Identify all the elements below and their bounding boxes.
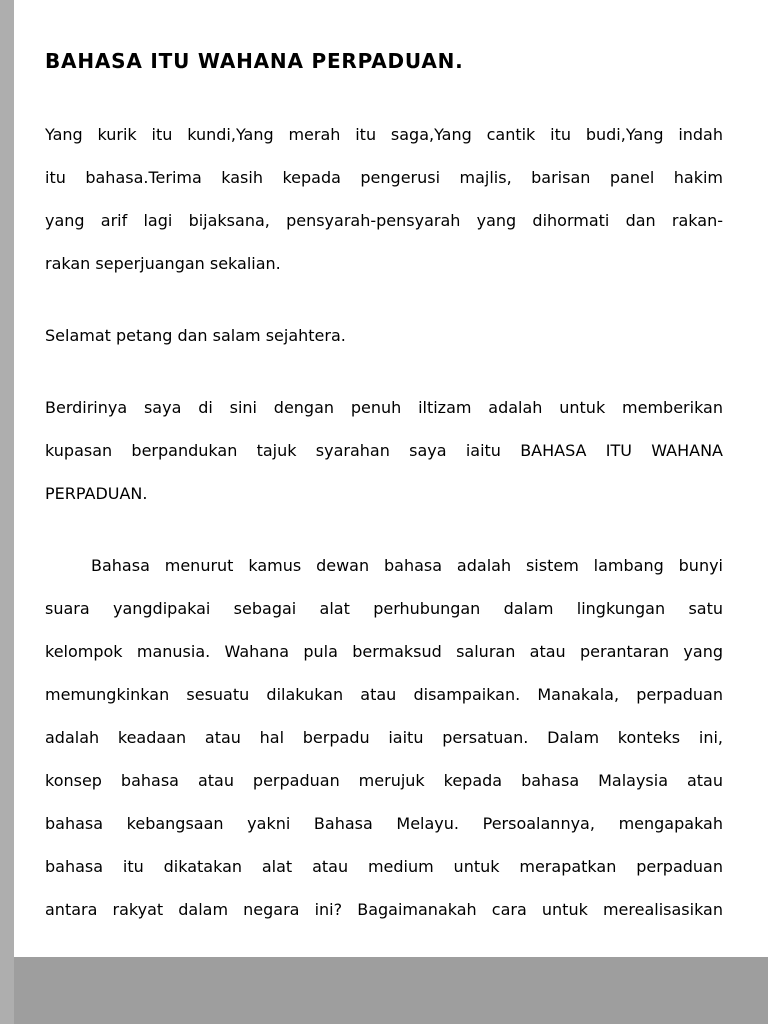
text-line: bahasa itu dikatakan alat atau medium untuk merapatkan perpaduan <box>45 857 723 876</box>
text-line: bahasa kebangsaan yakni Bahasa Melayu. Persoalannya, mengapakah <box>45 814 723 833</box>
left-gutter <box>0 0 14 1024</box>
text-line: Yang kurik itu kundi,Yang merah itu saga,Yang cantik itu budi,Yang indah <box>45 125 723 144</box>
paragraph <box>45 544 723 931</box>
text-line: adalah keadaan atau hal berpadu iaitu persatuan. Dalam konteks ini, <box>45 728 723 747</box>
text-line: yang arif lagi bijaksana, pensyarah-pensyarah yang dihormati dan rakan- <box>45 211 723 230</box>
text-line: Bahasa menurut kamus dewan bahasa adalah sistem lambang bunyi <box>91 556 723 575</box>
paragraph <box>45 386 723 515</box>
text-line: itu bahasa.Terima kasih kepada pengerusi majlis, barisan panel hakim <box>45 168 723 187</box>
paragraph <box>45 314 723 357</box>
bottom-gutter <box>0 957 768 1024</box>
text-line: Berdirinya saya di sini dengan penuh iltizam adalah untuk memberikan <box>45 398 723 417</box>
text-line: Selamat petang dan salam sejahtera. <box>45 326 346 345</box>
text-line: PERPADUAN. <box>45 484 148 503</box>
document-title: BAHASA ITU WAHANA PERPADUAN. <box>45 49 464 73</box>
text-line: memungkinkan sesuatu dilakukan atau disampaikan. Manakala, perpaduan <box>45 685 723 704</box>
text-line: kelompok manusia. Wahana pula bermaksud saluran atau perantaran yang <box>45 642 723 661</box>
text-line: konsep bahasa atau perpaduan merujuk kepada bahasa Malaysia atau <box>45 771 723 790</box>
document-body <box>45 113 723 931</box>
text-line: suara yangdipakai sebagai alat perhubungan dalam lingkungan satu <box>45 599 723 618</box>
text-line: antara rakyat dalam negara ini? Bagaimanakah cara untuk merealisasikan <box>45 900 723 919</box>
paragraph <box>45 113 723 285</box>
text-line: rakan seperjuangan sekalian. <box>45 254 281 273</box>
text-line: kupasan berpandukan tajuk syarahan saya iaitu BAHASA ITU WAHANA <box>45 441 723 460</box>
document-content <box>45 40 723 960</box>
